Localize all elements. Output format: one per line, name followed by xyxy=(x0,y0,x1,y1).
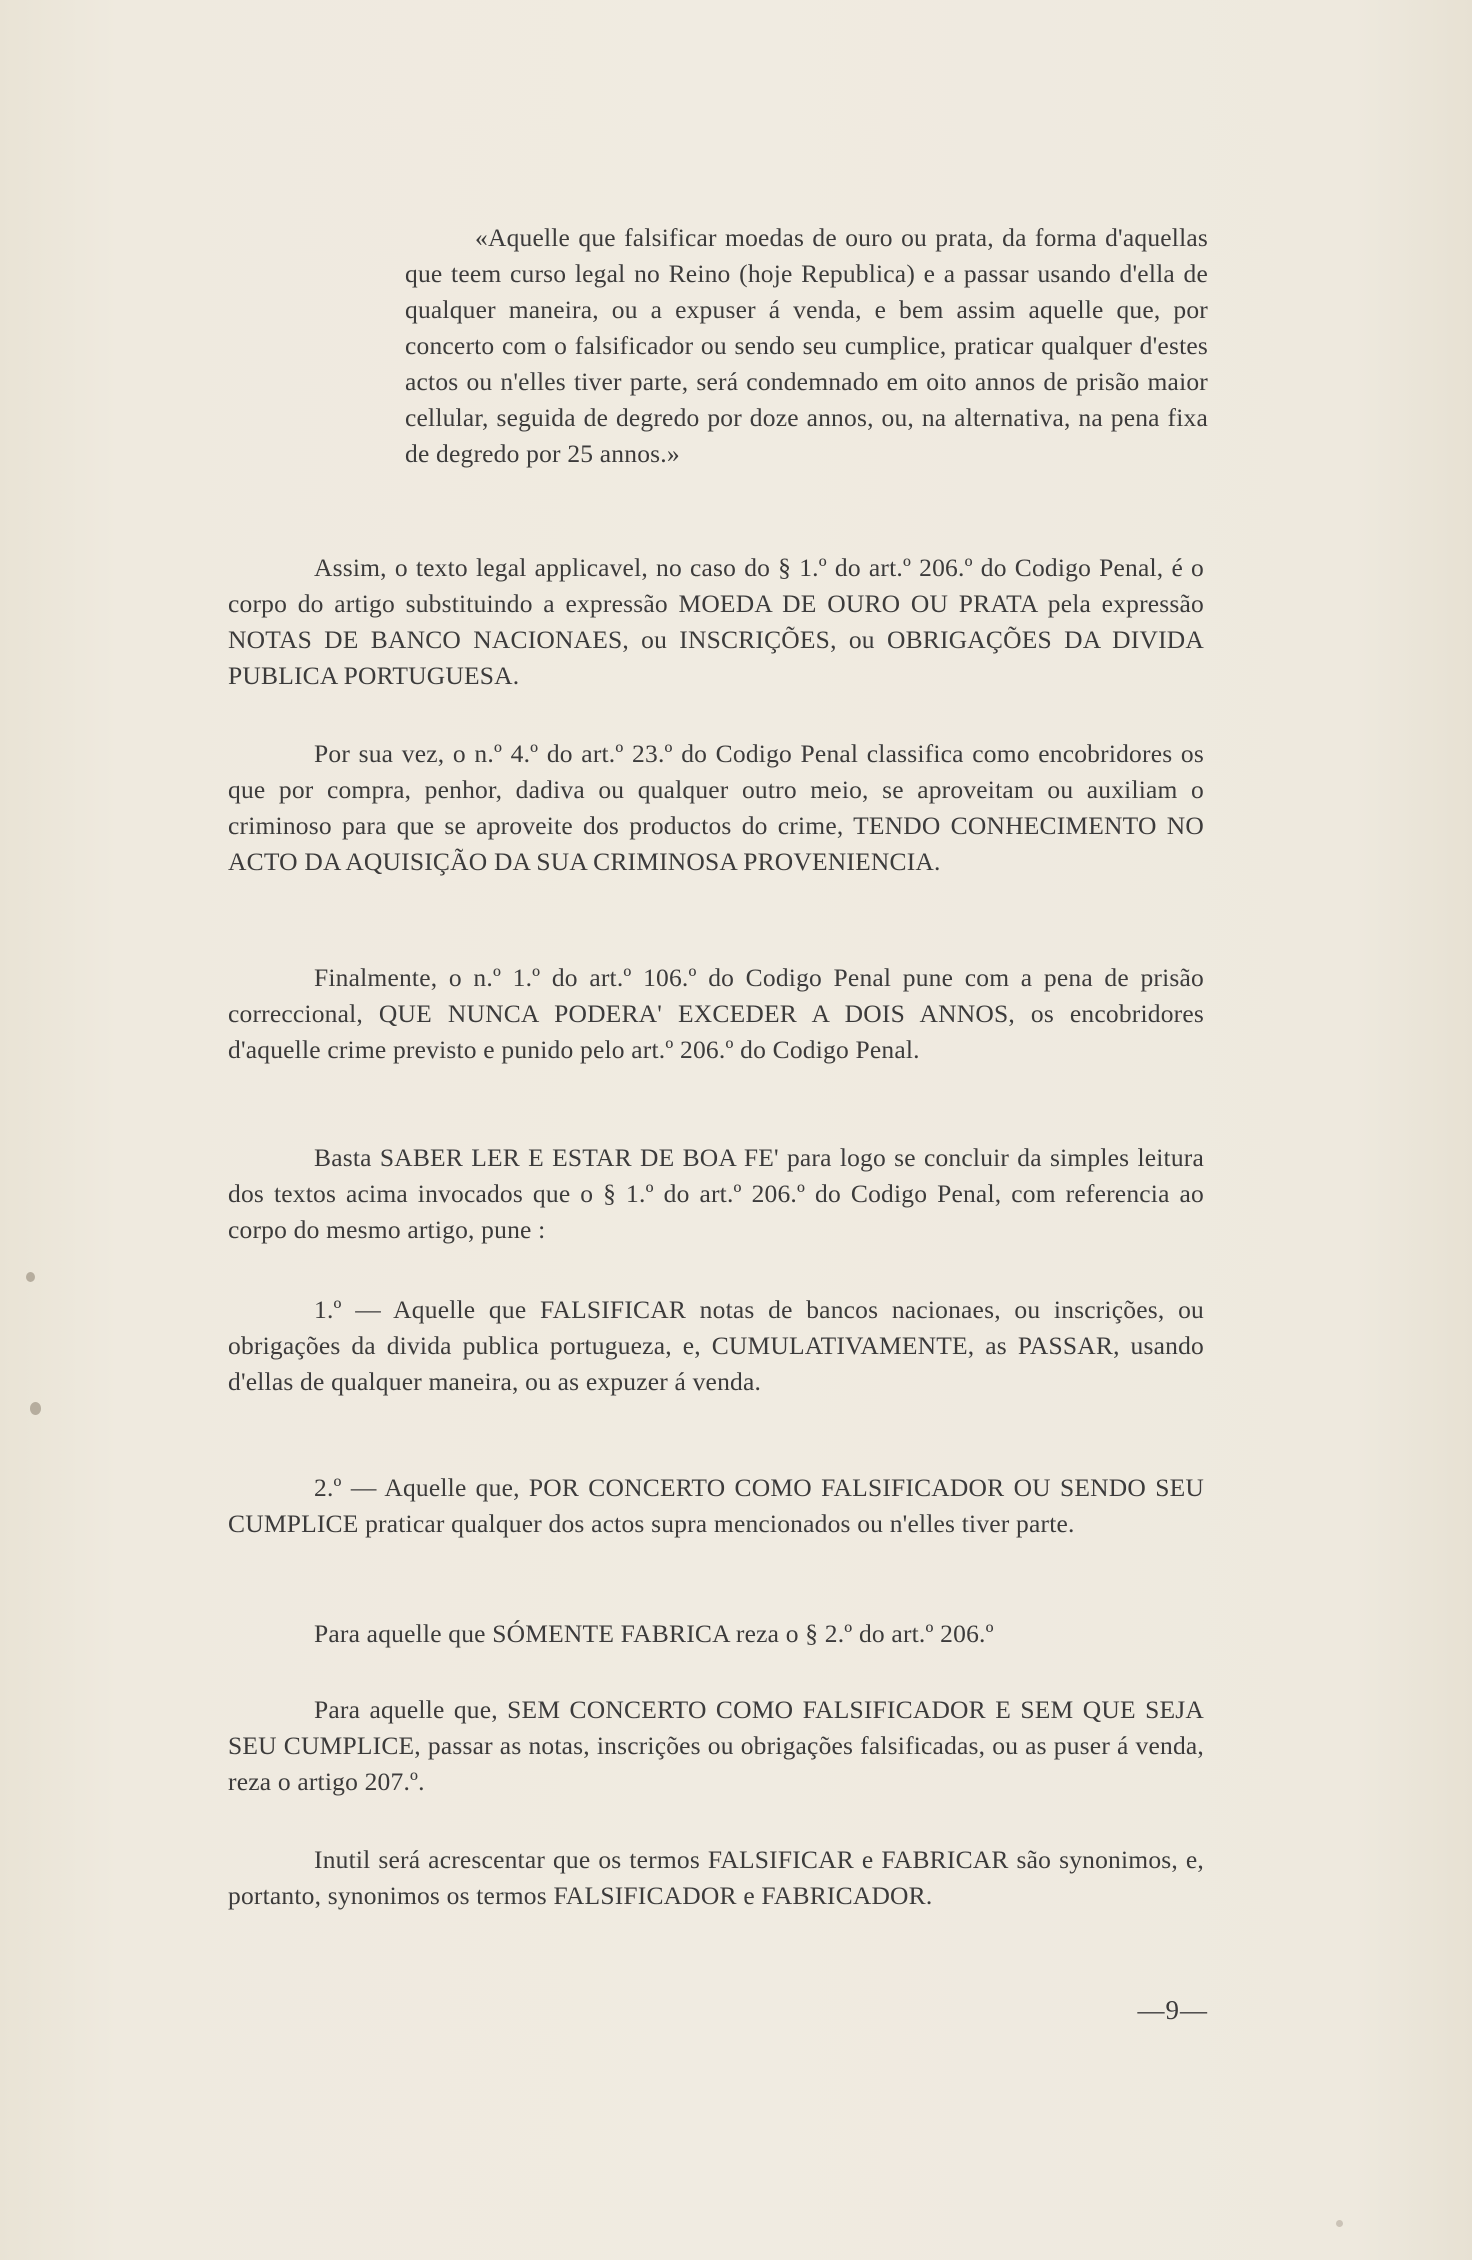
paragraph-4 xyxy=(228,1140,1204,1248)
page-number: —9— xyxy=(1137,1995,1208,2025)
paragraph-text: Finalmente, o n.º 1.º do art.º 106.º do Codigo Penal pune com a pena de prisão correccional, QUE NUNCA PODERA' EXCEDER A DOIS ANNOS, os encobridores d'aquelle crime previsto e punido pelo art.º 206.º do Codigo Penal. xyxy=(228,963,1204,1064)
paragraph-1 xyxy=(228,550,1204,694)
paragraph-8 xyxy=(228,1692,1204,1800)
paragraph-5 xyxy=(228,1292,1204,1400)
ink-speck xyxy=(1336,2220,1343,2227)
ink-speck xyxy=(30,1402,41,1415)
paragraph-3 xyxy=(228,960,1204,1068)
paragraph-text: Para aquelle que SÓMENTE FABRICA reza o § 2.º do art.º 206.º xyxy=(314,1619,994,1648)
quote-text: «Aquelle que falsificar moedas de ouro ou prata, da forma d'aquellas que teem curso legal no Reino (hoje Republica) e a passar usando d'ella de qualquer maneira, ou a expuser á venda, e bem assim aquelle que, por concerto com o falsificador ou sendo seu cumplice, praticar qualquer d'estes actos ou n'elles tiver parte, será condemnado em oito annos de prisão maior cellular, seguida de degredo por doze annos, ou, na alternativa, na pena fixa de degredo por 25 annos.» xyxy=(405,223,1208,468)
paragraph-7 xyxy=(228,1616,1204,1652)
paragraph-text: Por sua vez, o n.º 4.º do art.º 23.º do Codigo Penal classifica como encobridores os que por compra, penhor, dadiva ou qualquer outro meio, se aproveitam ou auxiliam o criminoso para que se aproveite dos productos do crime, TENDO CONHECIMENTO NO ACTO DA AQUISIÇÃO DA SUA CRIMINOSA PROVENIENCIA. xyxy=(228,739,1204,876)
paragraph-text: Inutil será acrescentar que os termos FALSIFICAR e FABRICAR são synonimos, e, portanto, synonimos os termos FALSIFICADOR e FABRICADOR. xyxy=(228,1845,1204,1910)
paragraph-2 xyxy=(228,736,1204,880)
paragraph-text: Assim, o texto legal applicavel, no caso do § 1.º do art.º 206.º do Codigo Penal, é o corpo do artigo substituindo a expressão MOEDA DE OURO OU PRATA pela expressão NOTAS DE BANCO NACIONAES, ou INSCRIÇÕES, ou OBRIGAÇÕES DA DIVIDA PUBLICA PORTUGUESA. xyxy=(228,553,1204,690)
ink-speck xyxy=(26,1272,35,1282)
paragraph-text: 2.º — Aquelle que, POR CONCERTO COMO FALSIFICADOR OU SENDO SEU CUMPLICE praticar qualquer dos actos supra mencionados ou n'elles tiver parte. xyxy=(228,1473,1204,1538)
paragraph-text: Basta SABER LER E ESTAR DE BOA FE' para logo se concluir da simples leitura dos textos acima invocados que o § 1.º do art.º 206.º do Codigo Penal, com referencia ao corpo do mesmo artigo, pune : xyxy=(228,1143,1204,1244)
quoted-article xyxy=(405,220,1208,472)
paragraph-6 xyxy=(228,1470,1204,1542)
paragraph-text: Para aquelle que, SEM CONCERTO COMO FALSIFICADOR E SEM QUE SEJA SEU CUMPLICE, passar as notas, inscrições ou obrigações falsificadas, ou as puser á venda, reza o artigo 207.º. xyxy=(228,1695,1204,1796)
paragraph-9 xyxy=(228,1842,1204,1914)
paragraph-text: 1.º — Aquelle que FALSIFICAR notas de bancos nacionaes, ou inscrições, ou obrigações da divida publica portugueza, e, CUMULATIVAMENTE, as PASSAR, usando d'ellas de qualquer maneira, ou as expuzer á venda. xyxy=(228,1295,1204,1396)
